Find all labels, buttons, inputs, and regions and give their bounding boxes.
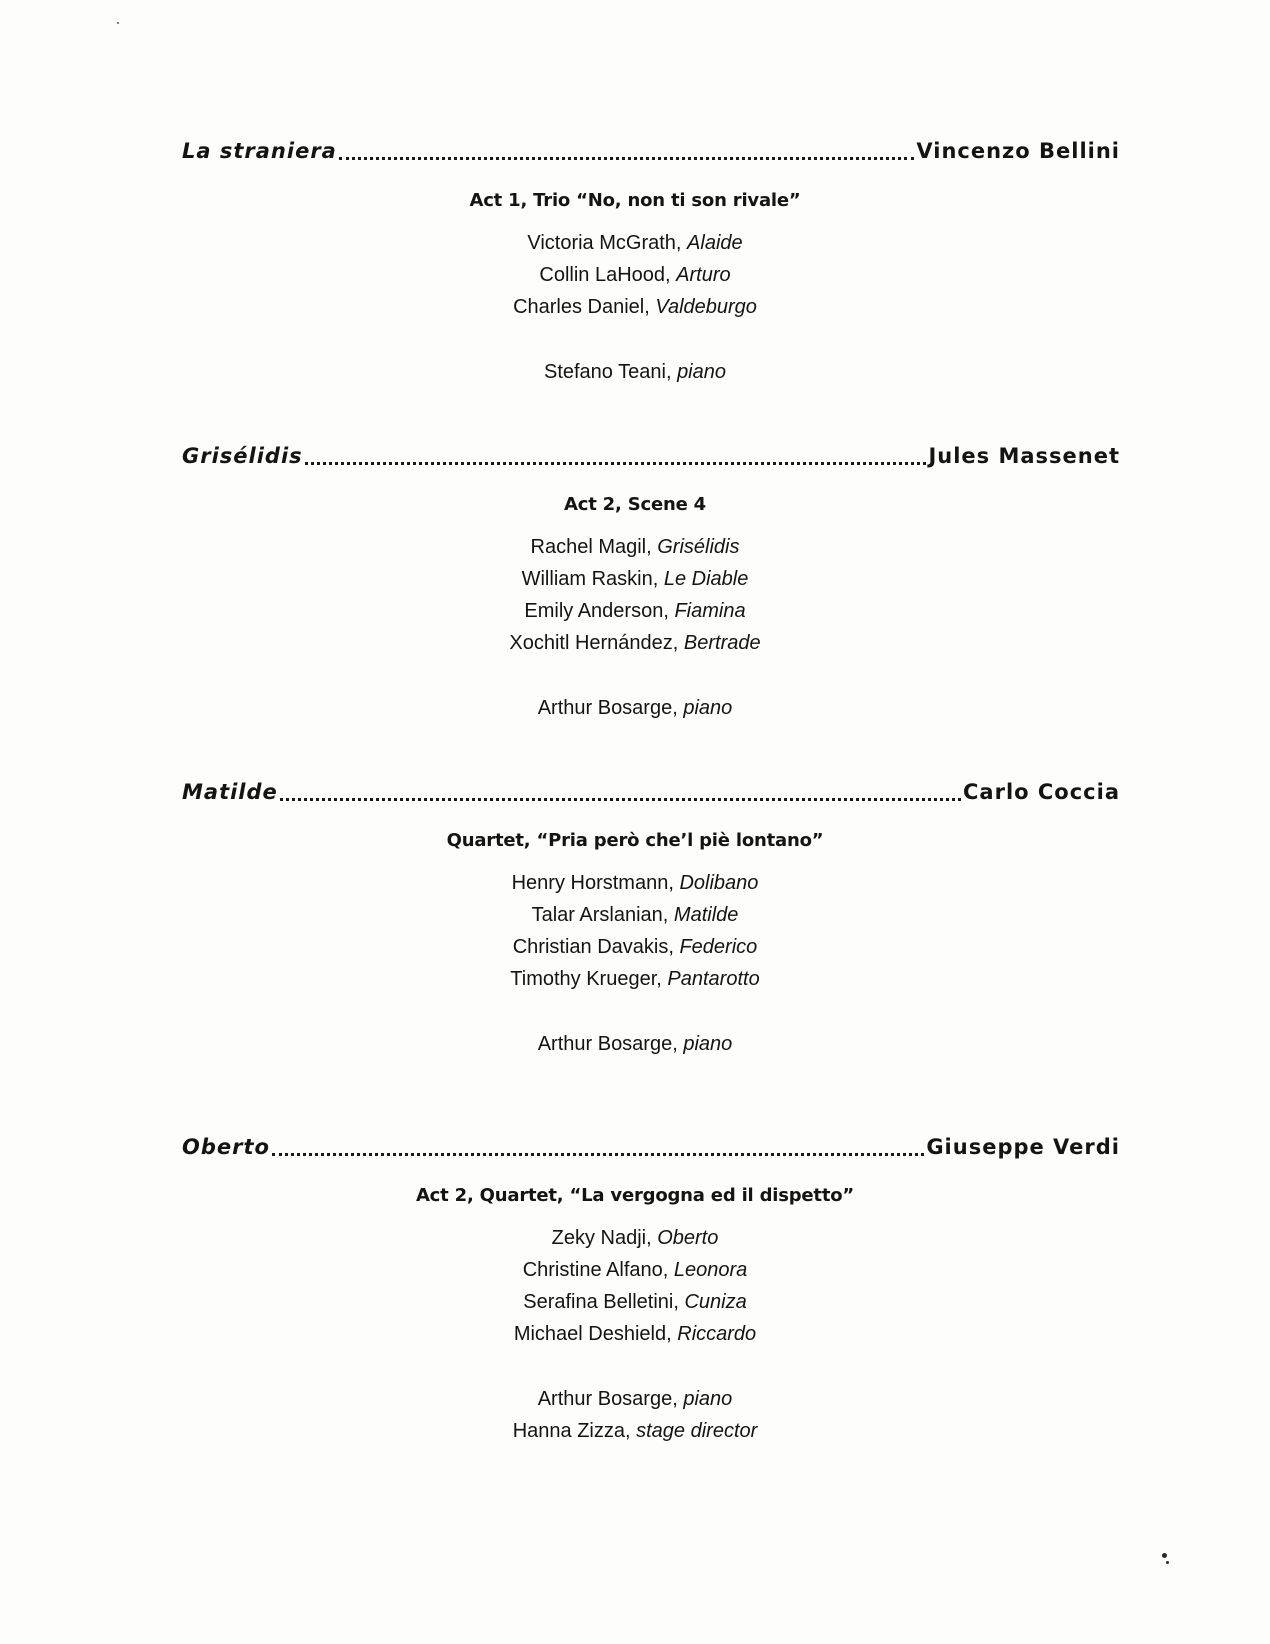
piece-title-line [182,773,1120,803]
performer-name: Zeky Nadji [551,1227,647,1249]
excerpt-title: Act 2, Scene 4 [564,494,706,515]
opera-title: Oberto [182,1135,270,1159]
staff-role: piano [683,1388,733,1410]
staff-name: Hanna Zizza [512,1420,625,1442]
role-name: Le Diable [663,568,749,590]
staff-name: Arthur Bosarge [537,1388,673,1410]
staff-name: Arthur Bosarge [537,697,673,719]
dot-leader [280,798,961,801]
performer-name: Collin LaHood [539,264,666,286]
performer-name: William Raskin [521,568,653,590]
cast-line: Xochitl Hernández, Bertrade [509,632,761,654]
cast-line: Timothy Krueger, Pantarotto [510,968,760,990]
performer-name: Victoria McGrath [527,232,676,254]
cast-line: William Raskin, Le Diable [521,568,749,590]
role-name: Valdeburgo [655,296,757,318]
piece-title-line [182,1128,1120,1158]
role-name: Grisélidis [657,536,740,558]
excerpt-title: Act 1, Trio “No, non ti son rivale” [469,190,801,211]
role-name: Alaide [687,232,743,254]
cast-line: Serafina Belletini, Cuniza [523,1291,747,1313]
scan-speck [1162,1553,1167,1558]
performer-name: Rachel Magil [530,536,647,558]
dot-leader [339,157,915,160]
cast-line: Victoria McGrath, Alaide [527,232,743,254]
cast-line: Christian Davakis, Federico [512,936,758,958]
dot-leader [305,462,927,465]
cast-list [0,531,1270,659]
cast-line: Emily Anderson, Fiamina [524,600,746,622]
role-name: Pantarotto [667,968,760,990]
staff-role: piano [683,1033,733,1055]
piece-title-line [182,437,1120,467]
cast-line: Rachel Magil, Grisélidis [530,536,740,558]
performer-name: Michael Deshield [513,1323,667,1345]
cast-line: Charles Daniel, Valdeburgo [513,296,757,318]
staff-role: stage director [636,1420,758,1442]
performer-name: Christian Davakis [512,936,669,958]
staff-name: Arthur Bosarge [537,1033,673,1055]
cast-list [0,867,1270,995]
opera-title: Grisélidis [182,444,303,468]
cast-list [0,1222,1270,1350]
scan-speck [117,22,119,24]
composer-name: Jules Massenet [928,444,1120,468]
excerpt-title: Act 2, Quartet, “La vergogna ed il dispetto” [415,1185,855,1206]
staff-line: Arthur Bosarge, piano [537,1388,733,1410]
cast-line: Christine Alfano, Leonora [522,1259,748,1281]
staff-role: piano [677,361,726,383]
composer-name: Carlo Coccia [963,780,1120,804]
cast-line: Collin LaHood, Arturo [539,264,731,286]
cast-line: Zeky Nadji, Oberto [551,1227,719,1249]
performer-name: Charles Daniel [513,296,645,318]
role-name: Arturo [676,264,731,286]
role-name: Dolibano [679,872,759,894]
composer-name: Giuseppe Verdi [926,1135,1120,1159]
role-name: Federico [679,936,758,958]
performer-name: Christine Alfano [522,1259,663,1281]
cast-line: Henry Horstmann, Dolibano [511,872,759,894]
staff-line: Hanna Zizza, stage director [512,1420,758,1442]
staff-list [0,692,1270,724]
performer-name: Henry Horstmann [511,872,669,894]
composer-name: Vincenzo Bellini [916,139,1120,163]
staff-list [0,1028,1270,1060]
scan-speck [1166,1561,1169,1564]
staff-line: Arthur Bosarge, piano [537,697,733,719]
role-name: Leonora [673,1259,748,1281]
piece-title-line [182,132,1120,162]
performer-name: Xochitl Hernández [509,632,673,654]
opera-title: La straniera [182,139,337,163]
role-name: Oberto [657,1227,719,1249]
cast-list [0,227,1270,323]
excerpt-title: Quartet, “Pria però che’l piè lontano” [446,830,824,851]
staff-role: piano [683,697,733,719]
staff-name: Stefano Teani [543,361,666,383]
performer-name: Timothy Krueger [510,968,657,990]
staff-line: Arthur Bosarge, piano [537,1033,733,1055]
role-name: Matilde [673,904,739,926]
staff-line: Stefano Teani, piano [543,361,726,383]
staff-list [0,356,1270,388]
role-name: Cuniza [684,1291,747,1313]
performer-name: Emily Anderson [524,600,664,622]
opera-title: Matilde [182,780,278,804]
role-name: Fiamina [674,600,746,622]
performer-name: Talar Arslanian [531,904,663,926]
cast-line: Michael Deshield, Riccardo [513,1323,757,1345]
role-name: Riccardo [677,1323,757,1345]
performer-name: Serafina Belletini [523,1291,674,1313]
dot-leader [272,1153,924,1156]
staff-list [0,1383,1270,1447]
cast-line: Talar Arslanian, Matilde [531,904,739,926]
role-name: Bertrade [683,632,761,654]
